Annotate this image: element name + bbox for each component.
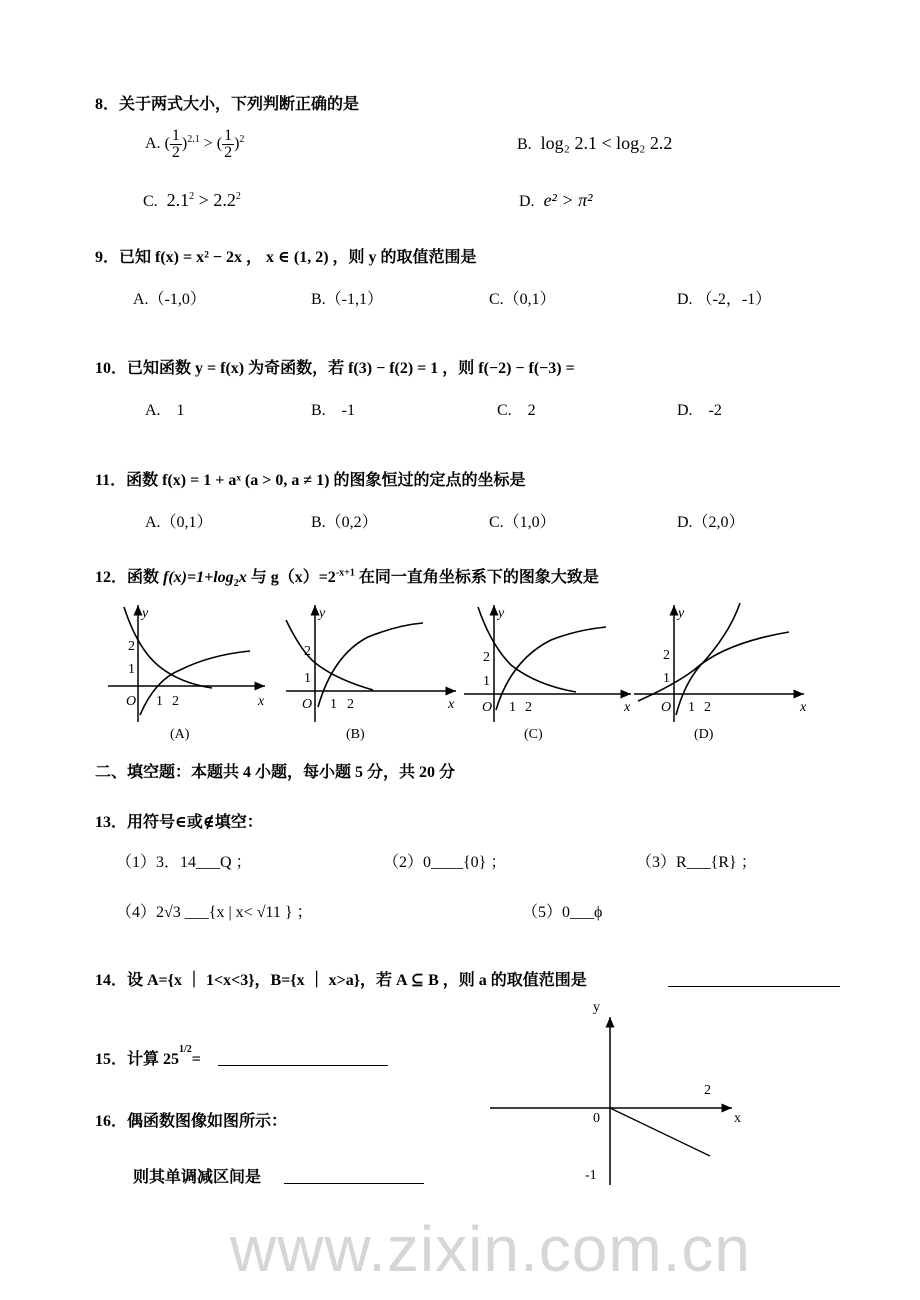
svg-text:x: x [258,694,265,709]
q15-answer-blank[interactable] [218,1047,388,1066]
svg-text:2: 2 [128,639,135,654]
graph-a [108,605,265,742]
svg-text:y: y [593,1000,600,1015]
q16-graph [480,995,750,1190]
q8-option-a: A. ( $\frac{1}{2}$ )$^{2.1}$ > ( $\frac{1}{2}$ )$^2$ [145,127,245,161]
svg-text:1: 1 [663,671,670,686]
svg-text:(C): (C) [524,727,543,742]
q11-option-c: C.（1,0） [489,514,556,531]
svg-text:2: 2 [663,648,670,663]
svg-text:2: 2 [347,697,354,712]
q11-option-a: A.（0,1） [145,514,213,531]
q15-stem: 15．计算 $25^{1/2}=$ [95,1043,201,1068]
q11-option-b: B.（0,2） [311,514,378,531]
svg-text:2: 2 [172,694,179,709]
svg-text:2: 2 [704,1083,711,1098]
q13-item-1: （1）3．14___Q ； [116,854,252,871]
graph-c [464,605,631,742]
q8-stem: 8．关于两式大小，下列判断正确的是 [95,96,360,113]
svg-text:x: x [448,697,455,712]
section-2-heading: 二、填空题：本题共 4 小题，每小题 5 分，共 20 分 [95,764,456,781]
fraction: $\frac{1}{2}$ [171,127,180,161]
watermark: www.zixin.com.cn [230,1213,751,1285]
svg-text:O: O [126,694,137,709]
option-label: A. [145,135,161,153]
q9-option-a: A.（-1,0） [133,291,206,308]
svg-text:O: O [302,697,313,712]
q9-option-d: D. （-2，-1） [677,291,772,308]
fraction: $\frac{1}{2}$ [224,127,233,161]
svg-text:-1: -1 [585,1168,597,1183]
q16-stem: 16．偶函数图像如图所示： [95,1113,288,1130]
q11-stem: 11．函数 f(x) = 1 + aˣ (a > 0, a ≠ 1) 的图象恒过的定点的坐标是 [95,472,526,489]
svg-text:O: O [482,700,493,715]
q10-option-d: D. -2 [677,402,722,419]
q9-option-c: C.（0,1） [489,291,556,308]
svg-text:1: 1 [483,674,490,689]
q14-stem: 14．设 A={x ｜ 1<x<3}，B={x ｜ x>a}，若 A ⊆ B ，则 a 的取值范围是 [95,972,587,989]
q14-answer-blank[interactable] [668,968,840,987]
svg-text:x: x [800,700,807,715]
q13-item-2: （2）0____{0} ； [383,854,507,871]
q12-graphs [100,595,820,750]
q8-option-b: B. log₂ 2.1 < log₂ 2.2 [517,133,673,153]
svg-text:1: 1 [156,694,163,709]
svg-text:2: 2 [525,700,532,715]
q10-option-a: A. 1 [145,402,185,419]
q13-stem: 13．用符号∈或∉填空： [95,814,263,831]
svg-text:O: O [661,700,672,715]
svg-text:y: y [498,606,505,621]
q9-stem: 9．已知 f(x) = x² − 2x ， x ∈ (1, 2) ，则 y 的取值范围是 [95,249,477,266]
q9-option-b: B.（-1,1） [311,291,384,308]
q11-option-d: D.（2,0） [677,514,745,531]
q16-answer-blank[interactable] [284,1165,424,1184]
q8-option-d: D. e² > π² [519,190,593,210]
svg-text:2: 2 [704,700,711,715]
svg-text:y: y [319,606,326,621]
svg-text:2: 2 [483,650,490,665]
graph-b [286,605,456,742]
svg-text:1: 1 [128,662,135,677]
q13-item-5: （5）0___ϕ [522,904,603,921]
svg-text:x: x [734,1111,741,1126]
q16-subprompt: 则其单调减区间是 [133,1169,262,1186]
q10-stem: 10．已知函数 y = f(x) 为奇函数，若 f(3) − f(2) = 1 ，则 f(−2) − f(−3) = [95,360,575,377]
q13-item-4: （4）2√3 ___{x | x< √11 } ； [116,904,313,921]
svg-text:(A): (A) [170,727,190,742]
q10-option-b: B. -1 [311,402,356,419]
svg-text:1: 1 [304,671,311,686]
svg-text:2: 2 [304,644,311,659]
graph-d [634,603,807,742]
svg-text:(B): (B) [346,727,365,742]
q10-option-c: C. 2 [497,402,536,419]
svg-text:x: x [624,700,631,715]
svg-text:(D): (D) [694,727,714,742]
q12-stem: 12．函数 $f(x)=1+\log_2x$ 与 $g(x)=2^{-x+1}$ 在同一直角坐标系下的图象大致是 [95,567,599,590]
svg-text:1: 1 [509,700,516,715]
svg-text:y: y [678,606,685,621]
q13-item-3: （3）R___{R} ； [636,854,757,871]
q8-option-c: C. $2.1^2 > 2.2^2$ [143,190,241,210]
svg-text:1: 1 [330,697,337,712]
svg-text:0: 0 [593,1111,600,1126]
svg-text:y: y [142,606,149,621]
svg-text:1: 1 [688,700,695,715]
